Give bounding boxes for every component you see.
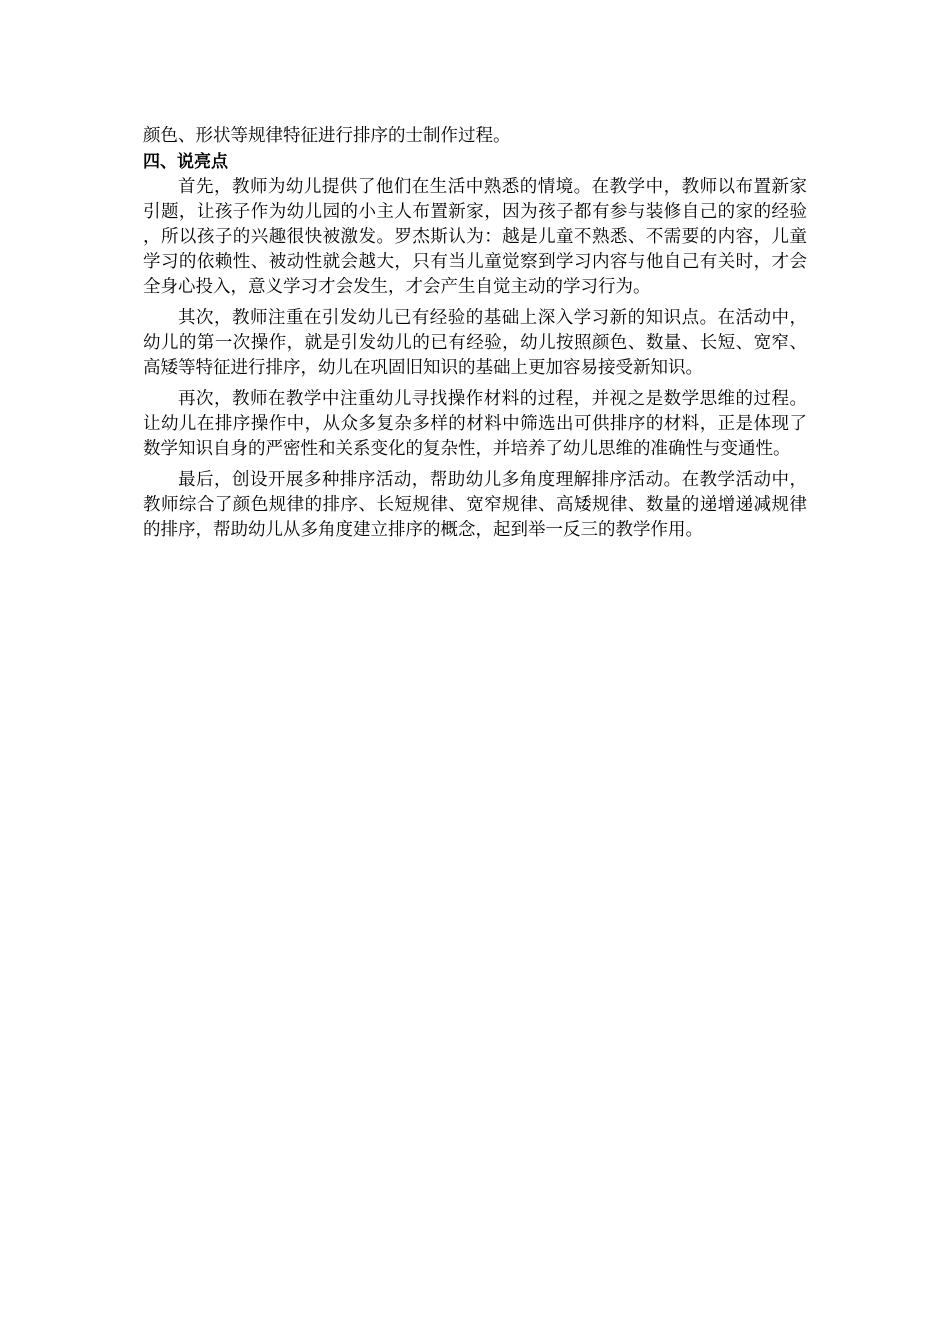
continuation-text: 颜色、形状等规律特征进行排序的士制作过程。: [143, 126, 511, 146]
paragraph-third: 再次，教师在教学中注重幼儿寻找操作材料的过程，并视之是数学思维的过程。让幼儿在排序操作中，从众多复杂多样的材料中筛选出可供排序的材料，正是体现了数学知识自身的严密性和关系变化的复杂性，并培养了幼儿思维的准确性与变通性。: [143, 389, 807, 459]
paragraph-fourth: 最后，创设开展多种排序活动，帮助幼儿多角度理解排序活动。在教学活动中，教师综合了颜色规律的排序、长短规律、宽窄规律、高矮规律、数量的递增递减规律的排序，帮助幼儿从多角度建立排序的概念，起到举一反三的教学作用。: [143, 470, 807, 540]
document-body: [143, 124, 807, 543]
section-heading: 四、说亮点: [143, 152, 228, 172]
paragraph-first: 首先，教师为幼儿提供了他们在生活中熟悉的情境。在教学中，教师以布置新家引题，让孩子作为幼儿园的小主人布置新家，因为孩子都有参与装修自己的家的经验，所以孩子的兴趣很快被激发。罗杰斯认为：越是儿童不熟悉、不需要的内容，儿童学习的依赖性、被动性就会越大，只有当儿童觉察到学习内容与他自己有关时，才会全身心投入，意义学习才会发生，才会产生自觉主动的学习行为。: [143, 177, 807, 297]
paragraph-second: 其次，教师注重在引发幼儿已有经验的基础上深入学习新的知识点。在活动中，幼儿的第一次操作，就是引发幼儿的已有经验，幼儿按照颜色、数量、长短、宽窄、高矮等特征进行排序，幼儿在巩固旧知识的基础上更加容易接受新知识。: [143, 308, 807, 378]
